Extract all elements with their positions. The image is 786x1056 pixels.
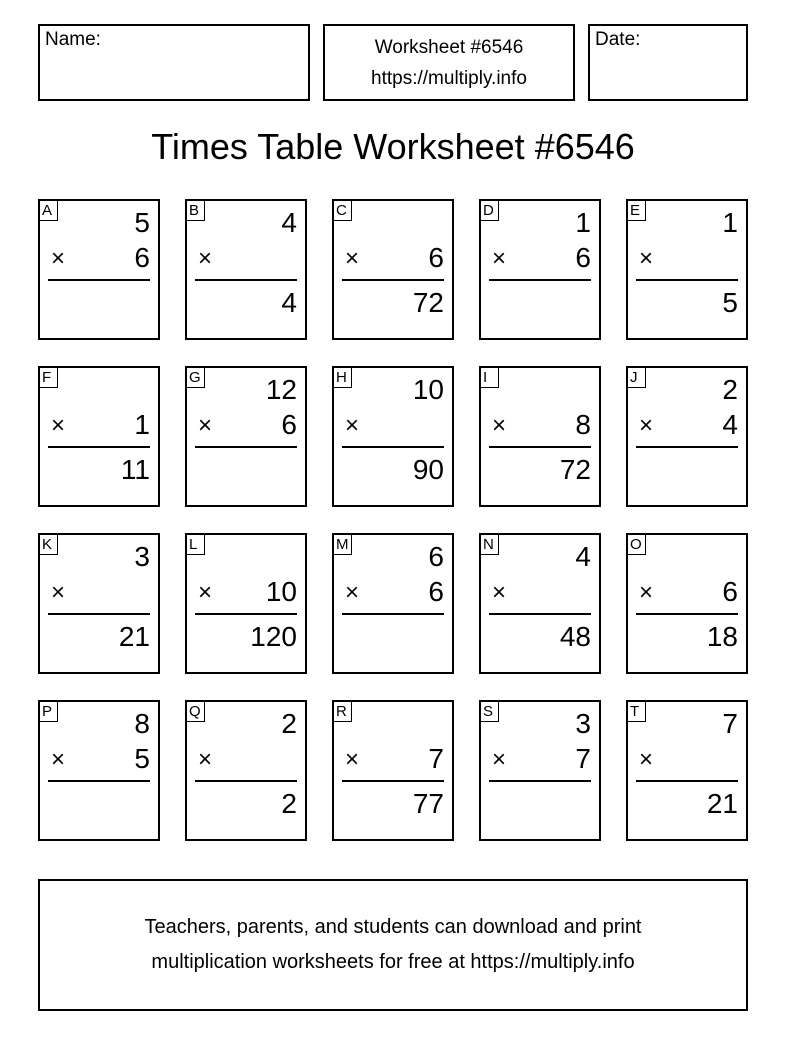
- times-sign: ×: [639, 412, 654, 439]
- problem-card: [332, 199, 454, 340]
- problem-card: [626, 700, 748, 841]
- product: 18: [706, 621, 738, 652]
- problem-label: D: [480, 200, 499, 221]
- product: 5: [722, 287, 738, 318]
- problem-card: [332, 366, 454, 507]
- product: 77: [412, 788, 444, 819]
- bottom-factor: 7: [575, 743, 591, 774]
- bottom-factor: 6: [428, 576, 444, 607]
- problem-label: O: [627, 534, 646, 555]
- product: 48: [559, 621, 591, 652]
- problem-card: [185, 533, 307, 674]
- times-sign: ×: [639, 579, 654, 606]
- bottom-factor: 1: [134, 409, 150, 440]
- bottom-factor: 6: [722, 576, 738, 607]
- times-sign: ×: [198, 746, 213, 773]
- times-sign: ×: [492, 245, 507, 272]
- problem-card: [185, 366, 307, 507]
- product: 72: [412, 287, 444, 318]
- problem-label: J: [627, 367, 646, 388]
- problem-label: L: [186, 534, 205, 555]
- answer-line: [636, 613, 738, 615]
- answer-line: [489, 613, 591, 615]
- top-factor: 8: [134, 708, 150, 739]
- problem-label: T: [627, 701, 646, 722]
- times-sign: ×: [345, 412, 360, 439]
- problem-label: E: [627, 200, 646, 221]
- top-factor: 2: [722, 374, 738, 405]
- times-sign: ×: [345, 579, 360, 606]
- problem-card: [38, 199, 160, 340]
- answer-line: [489, 446, 591, 448]
- top-factor: 12: [265, 374, 297, 405]
- bottom-factor: 10: [265, 576, 297, 607]
- times-sign: ×: [51, 245, 66, 272]
- answer-line: [636, 446, 738, 448]
- problem-label: R: [333, 701, 352, 722]
- top-factor: 4: [575, 541, 591, 572]
- problem-card: [626, 366, 748, 507]
- worksheet-id-box: [323, 24, 575, 101]
- top-factor: 7: [722, 708, 738, 739]
- bottom-factor: 7: [428, 743, 444, 774]
- times-sign: ×: [639, 245, 654, 272]
- problem-label: A: [39, 200, 58, 221]
- times-sign: ×: [492, 412, 507, 439]
- bottom-factor: 6: [575, 242, 591, 273]
- product: 4: [281, 287, 297, 318]
- product: 21: [118, 621, 150, 652]
- answer-line: [342, 446, 444, 448]
- problem-card: [479, 533, 601, 674]
- product: 90: [412, 454, 444, 485]
- problem-card: [479, 366, 601, 507]
- problem-card: [626, 199, 748, 340]
- name-label: Name:: [45, 29, 101, 50]
- answer-line: [195, 446, 297, 448]
- date-label: Date:: [595, 29, 641, 50]
- product: 72: [559, 454, 591, 485]
- footer-line-1: Teachers, parents, and students can download and print: [144, 916, 642, 938]
- answer-line: [636, 279, 738, 281]
- page-title: Times Table Worksheet #6546: [151, 126, 635, 167]
- problem-label: B: [186, 200, 205, 221]
- times-sign: ×: [198, 245, 213, 272]
- problem-card: [38, 700, 160, 841]
- problem-label: I: [480, 367, 499, 388]
- top-factor: 5: [134, 207, 150, 238]
- problem-card: [332, 700, 454, 841]
- problem-label: K: [39, 534, 58, 555]
- answer-line: [636, 780, 738, 782]
- top-factor: 4: [281, 207, 297, 238]
- times-sign: ×: [639, 746, 654, 773]
- problem-card: [626, 533, 748, 674]
- top-factor: 3: [134, 541, 150, 572]
- date-box: [588, 24, 748, 101]
- answer-line: [489, 279, 591, 281]
- problem-label: P: [39, 701, 58, 722]
- problem-label: M: [333, 534, 352, 555]
- times-sign: ×: [198, 412, 213, 439]
- times-sign: ×: [345, 245, 360, 272]
- times-sign: ×: [51, 412, 66, 439]
- problem-card: [185, 199, 307, 340]
- times-sign: ×: [51, 579, 66, 606]
- answer-line: [195, 780, 297, 782]
- problem-label: S: [480, 701, 499, 722]
- problem-label: G: [186, 367, 205, 388]
- answer-line: [195, 613, 297, 615]
- times-sign: ×: [198, 579, 213, 606]
- top-factor: 2: [281, 708, 297, 739]
- top-factor: 1: [575, 207, 591, 238]
- problem-card: [479, 199, 601, 340]
- times-sign: ×: [51, 746, 66, 773]
- answer-line: [489, 780, 591, 782]
- answer-line: [342, 279, 444, 281]
- product: 2: [281, 788, 297, 819]
- problem-label: H: [333, 367, 352, 388]
- problem-card: [479, 700, 601, 841]
- times-sign: ×: [345, 746, 360, 773]
- problem-card: [38, 366, 160, 507]
- bottom-factor: 6: [428, 242, 444, 273]
- answer-line: [48, 780, 150, 782]
- times-sign: ×: [492, 746, 507, 773]
- problem-label: C: [333, 200, 352, 221]
- bottom-factor: 6: [134, 242, 150, 273]
- worksheet-url: https://multiply.info: [371, 67, 527, 89]
- footer-box: [38, 879, 748, 1011]
- problem-card: [185, 700, 307, 841]
- top-factor: 10: [412, 374, 444, 405]
- answer-line: [48, 613, 150, 615]
- answer-line: [342, 613, 444, 615]
- problem-label: N: [480, 534, 499, 555]
- name-box: [38, 24, 310, 101]
- problem-label: Q: [186, 701, 205, 722]
- top-factor: 6: [428, 541, 444, 572]
- top-factor: 1: [722, 207, 738, 238]
- problem-label: F: [39, 367, 58, 388]
- top-factor: 3: [575, 708, 591, 739]
- product: 21: [706, 788, 738, 819]
- worksheet-number: Worksheet #6546: [374, 36, 524, 58]
- answer-line: [195, 279, 297, 281]
- answer-line: [48, 446, 150, 448]
- bottom-factor: 6: [281, 409, 297, 440]
- problem-card: [38, 533, 160, 674]
- footer-line-2: multiplication worksheets for free at https://multiply.info: [151, 951, 635, 973]
- bottom-factor: 4: [722, 409, 738, 440]
- answer-line: [48, 279, 150, 281]
- bottom-factor: 8: [575, 409, 591, 440]
- bottom-factor: 5: [134, 743, 150, 774]
- product: 11: [120, 454, 150, 485]
- times-sign: ×: [492, 579, 507, 606]
- problem-card: [332, 533, 454, 674]
- answer-line: [342, 780, 444, 782]
- product: 120: [250, 621, 297, 652]
